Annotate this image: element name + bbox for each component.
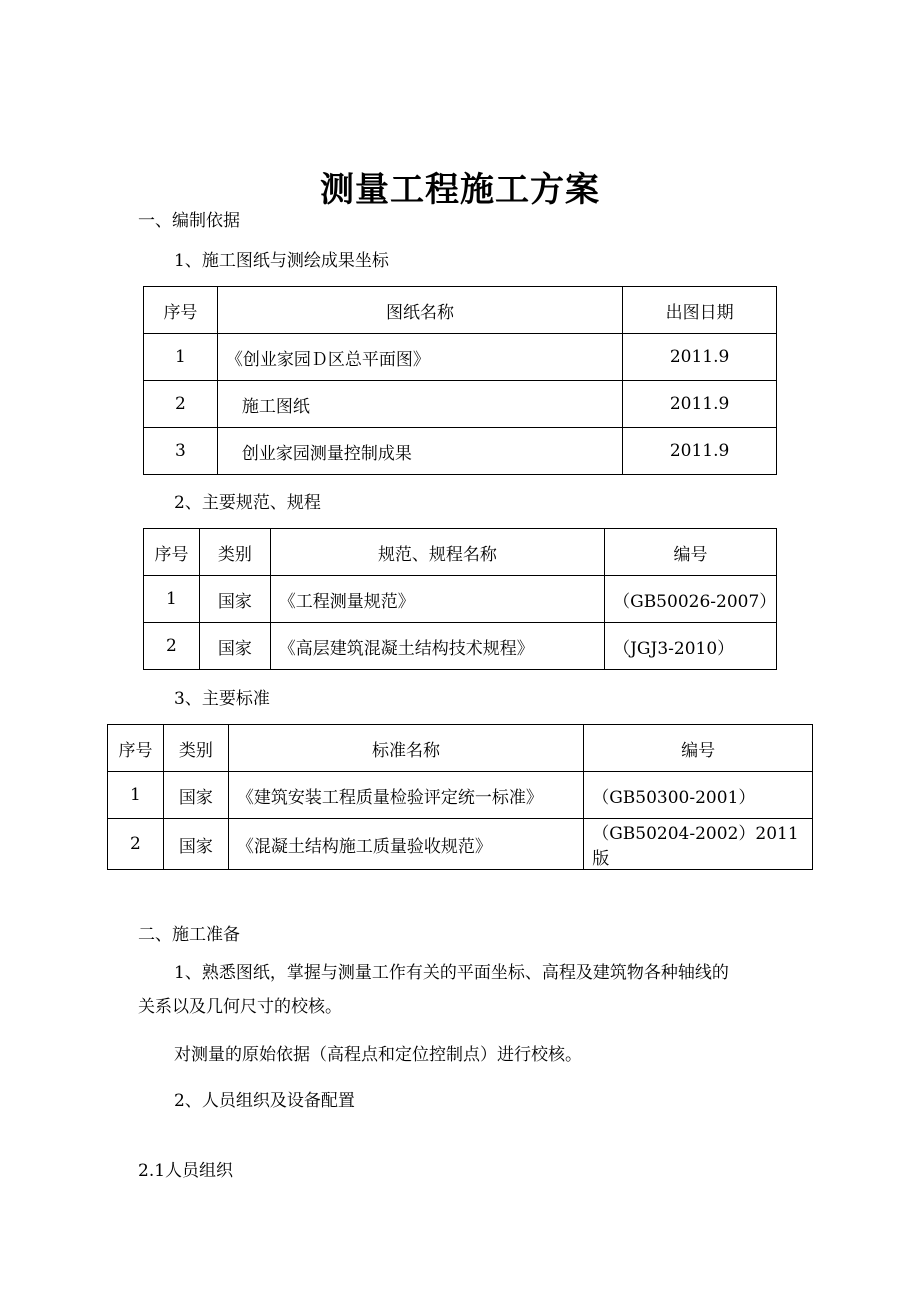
table-cell: 2 xyxy=(108,819,164,870)
table-row xyxy=(144,334,777,381)
table-cell: （JGJ3-2010） xyxy=(605,623,777,670)
table-header-row xyxy=(144,529,777,576)
table-header: 出图日期 xyxy=(623,287,777,334)
page-title: 测量工程施工方案 xyxy=(320,170,600,210)
table-cell: 1 xyxy=(144,334,218,381)
table-cell: 1 xyxy=(144,576,200,623)
table-cell: 2011.9 xyxy=(623,381,777,428)
table-header: 编号 xyxy=(584,725,813,772)
table-header: 规范、规程名称 xyxy=(270,529,604,576)
drawings-table xyxy=(143,286,777,475)
table-cell: 2011.9 xyxy=(623,428,777,475)
table-cell: 《创业家园Ｄ区总平面图》 xyxy=(217,334,622,381)
table-row xyxy=(144,381,777,428)
table-cell: 2 xyxy=(144,623,200,670)
table-header: 图纸名称 xyxy=(217,287,622,334)
table-header: 类别 xyxy=(199,529,270,576)
table-cell: 3 xyxy=(144,428,218,475)
table-row xyxy=(144,428,777,475)
table-cell: 2011.9 xyxy=(623,334,777,381)
table-cell: 国家 xyxy=(199,623,270,670)
table-cell: 国家 xyxy=(163,819,228,870)
table-cell: 创业家园测量控制成果 xyxy=(217,428,622,475)
sub-heading-personnel-org: 2.1人员组织 xyxy=(138,1161,234,1181)
sub-heading-codes: 2、主要规范、规程 xyxy=(174,493,321,513)
paragraph: 对测量的原始依据（高程点和定位控制点）进行校核。 xyxy=(174,1045,582,1065)
table-cell: 国家 xyxy=(163,772,228,819)
table-cell: 《混凝土结构施工质量验收规范》 xyxy=(228,819,583,870)
table-row xyxy=(108,819,813,870)
paragraph-line: 1、熟悉图纸，掌握与测量工作有关的平面坐标、高程及建筑物各种轴线的 xyxy=(174,963,729,983)
table-header-row xyxy=(108,725,813,772)
table-cell: 1 xyxy=(108,772,164,819)
table-cell: （GB50026-2007） xyxy=(605,576,777,623)
standards-table xyxy=(107,724,813,870)
table-header: 类别 xyxy=(163,725,228,772)
table-cell: 施工图纸 xyxy=(217,381,622,428)
table-cell: 《建筑安装工程质量检验评定统一标准》 xyxy=(228,772,583,819)
table-cell: 2 xyxy=(144,381,218,428)
table-cell: 《高层建筑混凝土结构技术规程》 xyxy=(270,623,604,670)
table-header: 标准名称 xyxy=(228,725,583,772)
table-cell: 国家 xyxy=(199,576,270,623)
table-header: 编号 xyxy=(605,529,777,576)
table-row xyxy=(144,623,777,670)
table-cell: （GB50300-2001） xyxy=(584,772,813,819)
section2-heading: 二、施工准备 xyxy=(138,925,240,945)
codes-table xyxy=(143,528,777,670)
table-cell: 《工程测量规范》 xyxy=(270,576,604,623)
table-row xyxy=(108,772,813,819)
sub-heading-drawings: 1、施工图纸与测绘成果坐标 xyxy=(174,251,389,271)
table-header: 序号 xyxy=(144,287,218,334)
sub-heading-standards: 3、主要标准 xyxy=(174,689,270,709)
sub-heading-personnel: 2、人员组织及设备配置 xyxy=(174,1091,355,1111)
table-header-row xyxy=(144,287,777,334)
table-cell: （GB50204-2002）2011版 xyxy=(584,819,813,870)
section1-heading: 一、编制依据 xyxy=(138,211,240,231)
table-header: 序号 xyxy=(108,725,164,772)
table-row xyxy=(144,576,777,623)
paragraph-line: 关系以及几何尺寸的校核。 xyxy=(138,997,342,1017)
table-header: 序号 xyxy=(144,529,200,576)
